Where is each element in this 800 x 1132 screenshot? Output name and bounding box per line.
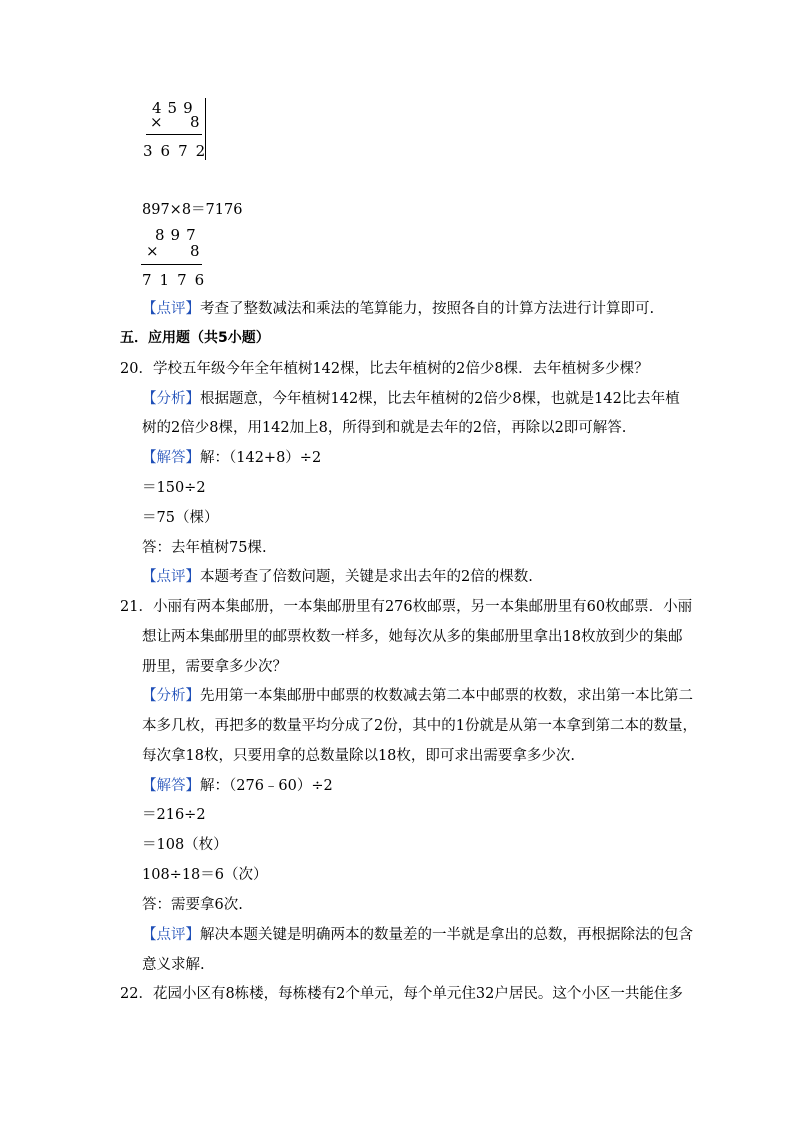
q21-comment-line1: 解决本题关键是明确两本的数量差的一半就是拿出的总数，再根据除法的包含 [200, 927, 693, 943]
q21-answer-line4: 108÷18＝6（次） [142, 867, 268, 883]
q21-analysis [142, 686, 693, 706]
q21-analysis-line3: 每次拿18枚，只要用拿的总数量除以18枚，即可求出需要拿多少次. [142, 748, 576, 764]
q21-answer-line1: 解：（276﹣60）÷2 [200, 778, 333, 794]
q20-analysis-line1: 根据题意，今年植树142棵，比去年植树的2倍少8棵，也就是142比去年植 [200, 391, 680, 407]
q20-answer-line3: ＝75（棵） [142, 510, 219, 526]
section-title: 五．应用题（共5小题） [120, 330, 270, 346]
comment-tag: 【点评】 [142, 569, 200, 585]
q20-answer-line1: 解：（142+8）÷2 [200, 450, 322, 466]
calc1-top-number: 459 [152, 99, 199, 117]
calc1-times-sign: × [150, 113, 163, 131]
q21-comment [142, 925, 693, 945]
q21-answer [142, 776, 333, 796]
calc1-result: 3672 [143, 142, 214, 160]
calc2-top-number: 897 [155, 226, 202, 244]
calc1-multiplier: 8 [190, 113, 200, 131]
q20-question: 20．学校五年级今年全年植树142棵，比去年植树的2倍少8棵．去年植树多少棵？ [120, 361, 649, 377]
q21-analysis-line1: 先用第一本集邮册中邮票的枚数减去第二本中邮票的枚数，求出第一本比第二 [200, 688, 693, 704]
calc2-multiplier: 8 [190, 242, 200, 260]
q20-comment-text: 本题考查了倍数问题，关键是求出去年的2倍的棵数. [200, 569, 533, 585]
comment-tag: 【点评】 [142, 301, 200, 317]
calc1-side-rule [205, 98, 206, 160]
q20-analysis-line2: 树的2倍少8棵，用142加上8，所得到和就是去年的2倍，再除以2即可解答. [142, 420, 627, 436]
calc1-rule [146, 134, 202, 135]
q21-question-line2: 想让两本集邮册里的邮票枚数一样多，她每次从多的集邮册里拿出18枚放到少的集邮 [142, 629, 683, 645]
q22-question-line1: 22．花园小区有8栋楼，每栋楼有2个单元，每个单元住32户居民。这个小区一共能住多 [120, 986, 683, 1002]
comment-text: 考查了整数减法和乘法的笔算能力，按照各自的计算方法进行计算即可. [200, 301, 655, 317]
analysis-tag: 【分析】 [142, 688, 200, 704]
q21-answer-line5: 答：需要拿6次. [142, 897, 243, 913]
q20-answer-line2: ＝150÷2 [142, 480, 206, 496]
calc2-result: 7176 [142, 271, 213, 289]
comment-19 [142, 299, 654, 319]
q21-comment-line2: 意义求解. [142, 957, 205, 973]
q21-analysis-line2: 本多几枚，再把多的数量平均分成了2份，其中的1份就是从第一本拿到第二本的数量， [142, 718, 697, 734]
calc2-equation: 897×8＝7176 [142, 202, 243, 218]
q21-question-line3: 册里，需要拿多少次？ [142, 659, 287, 675]
calc2-rule [141, 264, 202, 265]
q20-analysis [142, 389, 680, 409]
comment-tag: 【点评】 [142, 927, 200, 943]
answer-tag: 【解答】 [142, 450, 200, 466]
q20-answer-line4: 答：去年植树75棵. [142, 540, 267, 556]
q21-answer-line2: ＝216÷2 [142, 807, 206, 823]
q21-question-line1: 21．小丽有两本集邮册，一本集邮册里有276枚邮票，另一本集邮册里有60枚邮票．小丽 [120, 599, 693, 615]
calc2-times-sign: × [146, 242, 159, 260]
q20-comment [142, 567, 533, 587]
answer-tag: 【解答】 [142, 778, 200, 794]
q21-answer-line3: ＝108（枚） [142, 837, 228, 853]
analysis-tag: 【分析】 [142, 391, 200, 407]
q20-answer [142, 448, 321, 468]
